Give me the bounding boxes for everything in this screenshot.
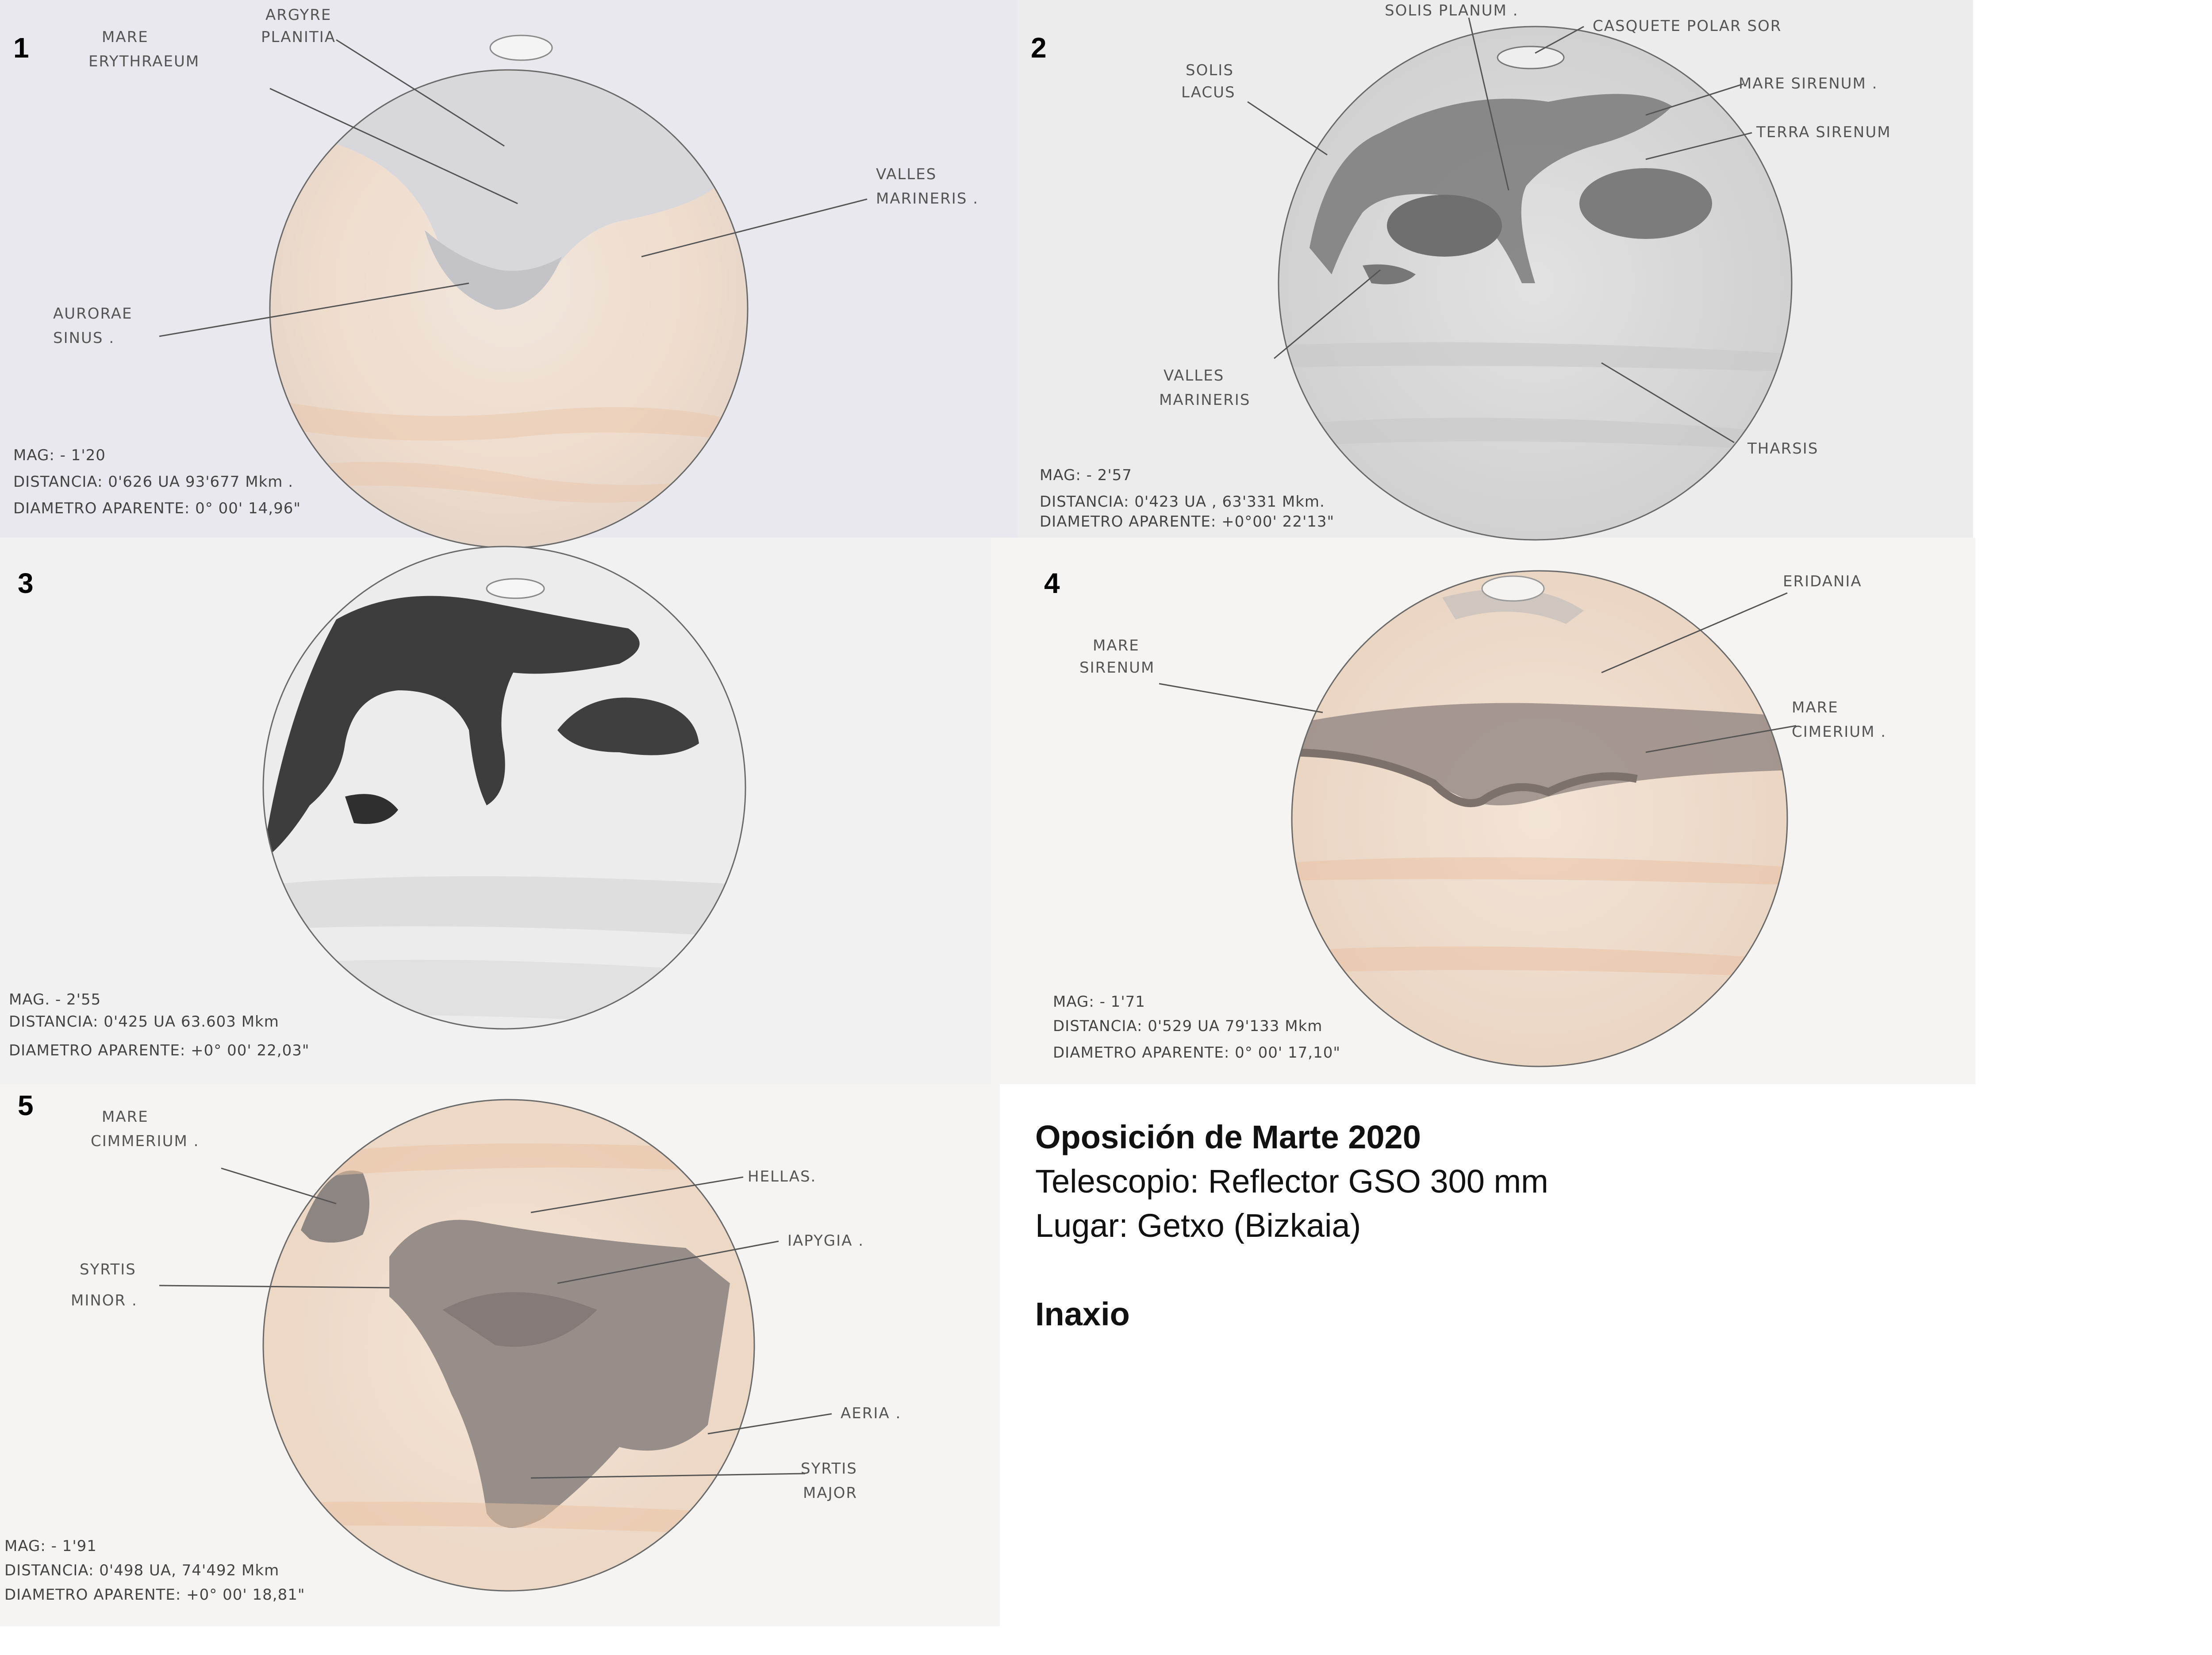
label-syrtis-minor-a: SYRTIS	[80, 1261, 136, 1278]
panel-3-distance: DISTANCIA: 0'425 UA 63.603 Mkm	[9, 1013, 279, 1031]
panel-5-distance: DISTANCIA: 0'498 UA, 74'492 Mkm	[4, 1562, 280, 1579]
label-marineris: MARINERIS .	[876, 190, 979, 208]
panel-2-distance: DISTANCIA: 0'423 UA , 63'331 Mkm.	[1040, 493, 1325, 511]
label-aurorae: AURORAE	[53, 305, 133, 323]
panel-1-magnitude: MAG: - 1'20	[13, 446, 106, 464]
label-tharsis: THARSIS	[1747, 440, 1819, 458]
panel-1-number: 1	[13, 32, 29, 64]
label-planitia: PLANITIA	[261, 28, 336, 46]
caption-place: Lugar: Getxo (Bizkaia)	[1035, 1207, 1361, 1244]
mars-disc-4	[1292, 571, 1787, 1066]
caption-block	[1035, 1115, 1548, 1336]
panel-1-distance: DISTANCIA: 0'626 UA 93'677 Mkm .	[13, 473, 294, 491]
label-lacus: LACUS	[1181, 84, 1236, 101]
label-solis: SOLIS	[1186, 62, 1234, 79]
panel-4-diameter: DIAMETRO APARENTE: 0° 00' 17,10"	[1053, 1044, 1340, 1062]
label-syrtis-major-b: MAJOR	[803, 1484, 858, 1502]
label-iapygia: IAPYGIA .	[787, 1232, 864, 1250]
polar-cap-1	[490, 35, 552, 60]
label-marineris-2: MARINERIS	[1159, 391, 1251, 409]
label-mare-5: MARE	[102, 1108, 149, 1126]
panel-4-magnitude: MAG: - 1'71	[1053, 993, 1145, 1011]
panel-5-magnitude: MAG: - 1'91	[4, 1537, 97, 1555]
panel-2-number: 2	[1031, 32, 1047, 64]
label-casquete-polar: CASQUETE POLAR SOR	[1593, 17, 1782, 35]
panel-2-diameter: DIAMETRO APARENTE: +0°00' 22'13"	[1040, 513, 1335, 531]
label-erythraeum: ERYTHRAEUM	[88, 53, 200, 70]
label-cimerium: CIMERIUM .	[1792, 723, 1887, 741]
label-mare-sirenum: MARE SIRENUM .	[1739, 75, 1878, 92]
panel-4-distance: DISTANCIA: 0'529 UA 79'133 Mkm	[1053, 1017, 1323, 1035]
label-terra-sirenum: TERRA SIRENUM	[1756, 123, 1891, 141]
solis-lacus-dark	[1387, 195, 1502, 257]
label-syrtis-minor-b: MINOR .	[71, 1292, 138, 1309]
panel-3-number: 3	[18, 567, 34, 599]
label-mare-4b: MARE	[1792, 699, 1839, 716]
panel-3-diameter: DIAMETRO APARENTE: +0° 00' 22,03"	[9, 1042, 310, 1059]
label-solis-planum: SOLIS PLANUM .	[1385, 2, 1519, 19]
label-mare-4a: MARE	[1093, 637, 1140, 654]
label-argyre: ARGYRE	[265, 6, 332, 24]
label-eridania: ERIDANIA	[1783, 573, 1862, 590]
label-mare: MARE	[102, 28, 149, 46]
terra-sirenum-dark	[1579, 168, 1712, 239]
polar-cap-2	[1498, 46, 1564, 69]
label-sinus: SINUS .	[53, 329, 115, 347]
polar-cap-4	[1482, 576, 1544, 601]
panel-5-number: 5	[18, 1089, 34, 1121]
panel-2-magnitude: MAG: - 2'57	[1040, 466, 1132, 484]
label-cimmerium: CIMMERIUM .	[91, 1132, 200, 1150]
caption-author: Inaxio	[1035, 1296, 1130, 1332]
label-aeria: AERIA .	[841, 1405, 902, 1422]
label-sirenum-4: SIRENUM	[1079, 659, 1155, 677]
label-syrtis-major-a: SYRTIS	[801, 1460, 857, 1478]
panel-1-diameter: DIAMETRO APARENTE: 0° 00' 14,96"	[13, 500, 301, 517]
panel-5-diameter: DIAMETRO APARENTE: +0° 00' 18,81"	[4, 1586, 305, 1604]
label-valles-2: VALLES	[1164, 367, 1225, 385]
panel-3-magnitude: MAG. - 2'55	[9, 991, 101, 1008]
label-hellas: HELLAS.	[748, 1168, 817, 1185]
panel-4-number: 4	[1044, 567, 1060, 599]
caption-telescope: Telescopio: Reflector GSO 300 mm	[1035, 1163, 1548, 1200]
polar-cap-3	[487, 579, 544, 598]
label-valles: VALLES	[876, 166, 937, 183]
caption-title: Oposición de Marte 2020	[1035, 1119, 1421, 1155]
